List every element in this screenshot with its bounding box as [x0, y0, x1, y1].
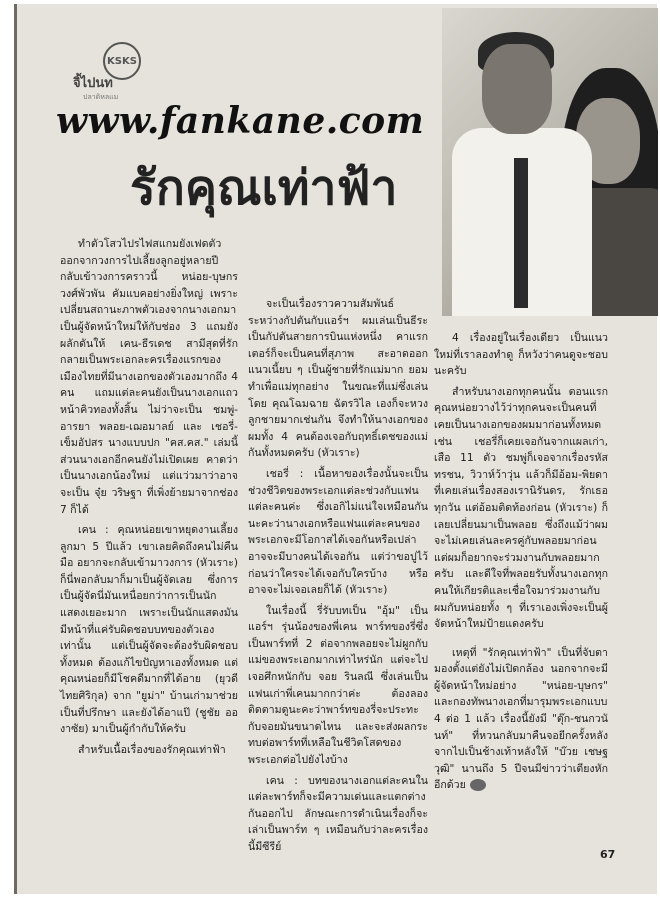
paragraph: ทำตัวโสวไปรไฟสแกมยังเฟดตัวออกจากวงการไปเลี้ยงลูกอยู่หลายปี กลับเข้าวงการคราวนี้ หน่อย-บุษกร วงศ์พัวพัน คัมแบคอย่างยิ่งใหญ่ เพราะเปลี่ยนสถานะภาพตัวเองจากนางเอกมาเป็นผู้จัดหน้าใหม่ให้กับช่อง 3 แถมยังผลักดันให้ เคน-ธีรเดช สามีสุดที่รักกลายเป็นพระเอกละครเรื่องแรกของเมืองไทยที่มีนางเอกของตัวเองมากถึง 4 คน แถมแต่ละคนยังเป็นนางเอกแถวหน้าคิวทองทั้งสิ้น ไม่ว่าจะเป็น ชมพู่-อารยา พลอย-เฌอมาลย์ และ เชอรี่-เข็มอัปสร นางแบบปก "คส.คส." เล่มนี้ ส่วนนางเอกอีกคนยังไม่เปิดเผย คาดว่าเป็นนางเอกน้องใหม่ แต่แว่วมาว่าอาจจะเป็น จุ๋ย วริษฐา ที่เพิ่งย้ายมาจากช่อง 7 ก็ได้ [60, 238, 238, 516]
paragraph: เหตุที่ "รักคุณเท่าฟ้า" เป็นที่จับตามองตั้งแต่ยังไม่เปิดกล้อง นอกจากจะมีผู้จัดหน้าใหม่อย่าง "หน่อย-บุษกร" และกองทัพนางเอกที่มารุมพระเอกแบบ 4 ต่อ 1 แล้ว เรื่องนี้ยังมี "ตุ๊ก-ชนกวนันท์" ที่หวนกลับมาคืนจอยีกครั้งหลังจากไปเป็นช้างเท้าหลังให้ "บ๊วย เชษฐวุฒิ" นานถึง 5 ปีจนมีข่าวว่าเตียงหักอีกด้วย [434, 646, 608, 792]
paragraph: 4 เรื่องอยู่ในเรื่องเดียว เป็นแนวใหม่ที่เราลองทำดู ก็หวังว่าคนดูจะชอบนะครับ [434, 332, 608, 378]
article-column-3 [434, 330, 608, 798]
paragraph: จะเป็นเรื่องราวความสัมพันธ์ระหว่างกัปตันกับแอร์ฯ ผมเล่นเป็นธีระ เป็นกัปตันสายการบินแห่งหนึ่ง คาแรกเตอร์ก็จะเป็นคนที่สุภาพ สะอาดออกแนวเนี้ยบ ๆ เป็นผู้ชายที่รักแม่มาก ยอมทำเพื่อแม่ทุกอย่าง ในขณะที่แม่ซึ่งเล่นโดย คุณโฉมฉาย ฉัตรวิไล เองก็จะหวงลูกชายมากเช่นกัน จึงทำให้นางเอกของผมทั้ง 4 คนต้องเจอกับฤทธิ์เดชของแม่กันทั้งหมดครับ (หัวเราะ) [248, 298, 428, 460]
page-number: 67 [600, 848, 616, 861]
article-title: รักคุณเท่าฟ้า [130, 160, 398, 216]
paragraph: สำหรับนางเอกทุกคนนั้น ตอนแรกคุณหน่อยวางไว้ว่าทุกคนจะเป็นคนที่เคยเป็นนางเอกของผมมาก่อนทั้งหมด เช่น เชอรี่ก็เคยเจอกันจากแผลเก่า, เสือ 11 ตัว ชมพู่ก็เจอจากเรื่องรหัสทรชน, วิวาห์ว้าวุ่น แล้วก็มีอ้อม-พิยดาที่เคยเล่นเรื่องสองเรานิรันดร, รักเธอทุกวัน แต่อ้อมติดท้องก่อน (หัวเราะ) ก็เลยเปลี่ยนมาเป็นพลอย ซึ่งถึงแม้ว่าผมจะไม่เคยเล่นละครคู่กับพลอยมาก่อน แต่ผมก็อยากจะร่วมงานกับพลอยมากครับ และดีใจที่พลอยรับทั้งนางเอกทุกคนให้เกียรติและเชื่อใจมาร่วมงานกับผมกับหน่อยทั้ง ๆ ที่เราเองเพิ่งจะเป็นผู้จัดหน้าใหม่ป้ายแดงครับ [434, 385, 608, 631]
paragraph: สำหรับเนื้อเรื่องของรักคุณเท่าฟ้า [78, 743, 226, 756]
column-name: จิ้ไปนท [73, 76, 113, 91]
ksks-logo-icon: KSKS [103, 42, 141, 80]
site-watermark: www.fankane.com [56, 100, 425, 142]
article-column-2 [248, 296, 428, 860]
end-mark-icon [470, 779, 486, 791]
couple-photo [442, 8, 658, 316]
paragraph: เคน : คุณหน่อยเขาหยุดงานเลี้ยงลูกมา 5 ปีแล้ว เขาเลยคิดถึงคนไม่คืนมือ อยากจะกลับเข้ามาวงการ (หัวเราะ) ก็นี่พอกลับมาก็มาเป็นผู้จัดเลย ซึ่งการเป็นผู้จัดนี่มันเหนื่อยกว่าการเป็นนักแสดงเยอะมาก เพราะเป็นนักแสดงมันมีหน้าที่แค่รับผิดชอบบทของตัวเองเท่านั้น แต่เป็นผู้จัดจะต้องรับผิดชอบทั้งหมด ต้องแก้ไขปัญหาเองทั้งหมด แต่คุณหน่อยก็มีโชคดีมากที่ได้อาย (ยุวดี ไทยศิริกุล) จาก "ยูม่า" บ้านเก่ามาช่วยเป็นที่ปรึกษา และยังได้อาแป๊ (ชูชัย อองาซัย) มาเป็นผู้กำกับให้ครับ [60, 524, 238, 736]
article-column-1 [60, 236, 238, 762]
column-subtitle: ปลาดิหลแม [83, 93, 119, 101]
paragraph: เชอรี่ : เนื้อหาของเรื่องนั้นจะเป็นช่วงชีวิตของพระเอกแต่ละช่วงกับแฟนแต่ละคนค่ะ ซึ่งเอกิไม่แน่ใจเหมือนกันนะคะว่านางเอกหรือแฟนแต่ละคนของพระเอกจะมีโอกาสได้เจอกันหรือเปล่า อาจจะมีบางคนได้เจอกัน แต่ว่าขอปูไว้ก่อนว่าใครจะได้เจอกับใครบ้าง หรืออาจจะไม่เจอเลยก็ได้ (หัวเราะ) [248, 467, 428, 597]
paragraph: เคน : บทของนางเอกแต่ละคนในแต่ละพาร์ทก็จะมีความเด่นและแตกต่างกันออกไป ลักษณะการดำเนินเรื่องก็จะเล่าเป็นพาร์ท ๆ เหมือนกับว่าละครเรื่องนี้มีซีรีย์ [248, 774, 428, 853]
paragraph: ในเรื่องนี้ รี่รับบทเป็น "อุ้ม" เป็นแอร์ฯ รุ่นน้องของพี่เคน พาร์ทของรี่ซึ่งเป็นพาร์ทที่ 2 ต่อจากพลอยจะไม่ผูกกับแม่ของพระเอกมากเท่าไหร่นัก แต่จะไปเจอศึกหนักกับ จอย รินลณี ซึ่งเล่นเป็นแฟนเก่าพี่เคนมากกว่าค่ะ ต้องลองติดตามดูนะคะว่าพาร์ทของรี่จะประทะกับจอยมันขนาดไหน และจะส่งผลกระทบต่อพาร์ทที่เหลือในชีวิตโสดของพระเอกต่อไปยังไงบ้าง [248, 604, 428, 767]
